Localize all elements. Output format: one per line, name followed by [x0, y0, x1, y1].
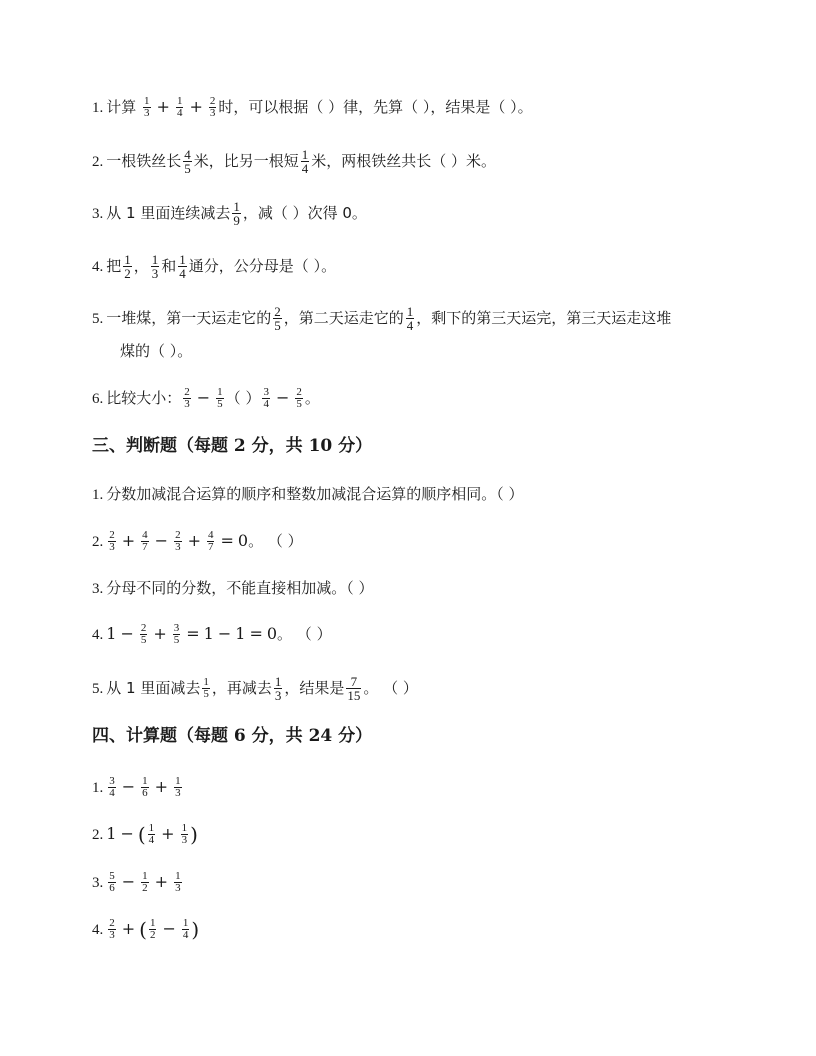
fraction: $\frac{1}{4}$ [406, 304, 414, 333]
fraction: $\frac{1}{2}$ [124, 252, 131, 281]
fraction: $\frac{1}{9}$ [233, 199, 240, 228]
question-number: 2. [92, 534, 104, 550]
fraction: $\frac{1}{4}$ [176, 95, 183, 119]
fraction: $\frac{2}{3}$ [109, 917, 115, 941]
fraction: $\frac{1}{3}$ [274, 674, 282, 703]
fraction: $\frac{2}{3}$ [209, 95, 216, 119]
q2-3: 3. 从 1 里面连续减去 $\frac{1}{9}$ ，减（ ）次得 0。 [92, 199, 367, 228]
question-number: 2. [92, 827, 104, 843]
fraction: $\frac{3}{5}$ [173, 622, 180, 646]
fraction: $\frac{1}{4}$ [148, 822, 155, 846]
fraction: $\frac{4}{7}$ [207, 529, 214, 553]
fraction: $\frac{1}{3}$ [175, 775, 181, 799]
question-number: 5. [92, 311, 104, 327]
question-number: 4. [92, 259, 104, 275]
question-number: 4. [92, 627, 104, 643]
fraction: $\frac{3}{4}$ [109, 775, 115, 799]
fraction: $\frac{1}{6}$ [142, 775, 148, 799]
q2-5: 5. 一堆煤，第一天运走它的 $\frac{2}{5}$ ，第二天运走它的 $\frac{1}{4}$ ，剩下的第三天运完，第三天运走这堆 [92, 304, 672, 333]
question-number: 6. [92, 391, 104, 407]
question-number: 1. [92, 487, 104, 503]
fraction: $\frac{1}{5}$ [217, 386, 223, 410]
question-number: 1. [92, 780, 104, 796]
fraction: $\frac{5}{6}$ [109, 870, 115, 894]
question-number: 3. [92, 875, 104, 891]
q2-5-continued: 煤的（ ）。 [120, 342, 193, 360]
fraction: $\frac{1}{4}$ [179, 252, 186, 281]
fraction: $\frac{2}{3}$ [184, 386, 190, 410]
q4-1: 1. $\frac{3}{4}$ − $\frac{1}{6}$ + $\frac{1}{3}$ [92, 775, 181, 799]
q3-3: 3. 分母不同的分数，不能直接相加减。（ ） [92, 579, 374, 597]
fraction: $\frac{1}{2}$ [149, 917, 156, 941]
fraction: $\frac{1}{4}$ [182, 917, 189, 941]
q2-4: 4. 把 $\frac{1}{2}$ ， $\frac{1}{3}$ 和 $\frac{1}{4}$ 通分，公分母是（ ）。 [92, 252, 337, 281]
q2-6: 6. 比较大小： $\frac{2}{3}$ − $\frac{1}{5}$ （ ） $\frac{3}{4}$ − $\frac{2}{5}$ 。 [92, 386, 320, 410]
fraction: $\frac{4}{5}$ [184, 147, 191, 176]
fraction: $\frac{2}{5}$ [274, 304, 281, 333]
fraction: $\frac{1}{3}$ [181, 822, 188, 846]
fraction: $\frac{4}{7}$ [142, 529, 148, 553]
question-number: 2. [92, 154, 104, 170]
question-number: 4. [92, 922, 104, 938]
section-4-title: 四、计算题（每题 6 分，共 24 分） [92, 726, 373, 746]
q4-2: 2. 1 − ( $\frac{1}{4}$ + $\frac{1}{3}$ ) [92, 822, 198, 847]
fraction: $\frac{1}{3}$ [175, 870, 181, 894]
q4-4: 4. $\frac{2}{3}$ + ( $\frac{1}{2}$ − $\frac{1}{4}$ ) [92, 917, 200, 942]
q3-5: 5. 从 1 里面减去 $\frac{1}{5}$ ，再减去 $\frac{1}{3}$ ，结果是 $\frac{7}{15}$ 。 （ ） [92, 674, 418, 703]
fraction: $\frac{2}{3}$ [175, 529, 181, 553]
q2-1: 1. 计算 $\frac{1}{3}$ + $\frac{1}{4}$ + $\frac{2}{3}$ 时，可以根据（ ）律，先算（ ），结果是（ ）。 [92, 95, 533, 119]
q2-2: 2. 一根铁丝长 $\frac{4}{5}$ 米，比另一根短 $\frac{1}{4}$ 米，两根铁丝共长（ ）米。 [92, 147, 497, 176]
question-number: 1. [92, 100, 104, 116]
fraction: $\frac{7}{15}$ [347, 674, 361, 703]
q3-2: 2. $\frac{2}{3}$ + $\frac{4}{7}$ − $\frac{2}{3}$ + $\frac{4}{7}$ = 0。 （ ） [92, 529, 303, 553]
q3-1: 1. 分数加减混合运算的顺序和整数加减混合运算的顺序相同。（ ） [92, 485, 524, 503]
fraction: $\frac{1}{5}$ [203, 676, 209, 700]
question-number: 3. [92, 206, 104, 222]
fraction: $\frac{2}{5}$ [296, 386, 302, 410]
fraction: $\frac{2}{5}$ [140, 622, 147, 646]
q4-3: 3. $\frac{5}{6}$ − $\frac{1}{2}$ + $\frac{1}{3}$ [92, 870, 181, 894]
question-number: 5. [92, 681, 104, 697]
fraction: $\frac{1}{2}$ [142, 870, 148, 894]
fraction: $\frac{1}{3}$ [151, 252, 159, 281]
fraction: $\frac{1}{3}$ [144, 95, 150, 119]
fraction: $\frac{1}{4}$ [301, 147, 309, 176]
section-3-title: 三、判断题（每题 2 分，共 10 分） [92, 436, 373, 456]
fraction: $\frac{3}{4}$ [263, 386, 269, 410]
question-number: 3. [92, 581, 104, 597]
fraction: $\frac{2}{3}$ [109, 529, 115, 553]
q3-4: 4. 1 − $\frac{2}{5}$ + $\frac{3}{5}$ = 1 − 1 = 0。 （ ） [92, 622, 332, 646]
